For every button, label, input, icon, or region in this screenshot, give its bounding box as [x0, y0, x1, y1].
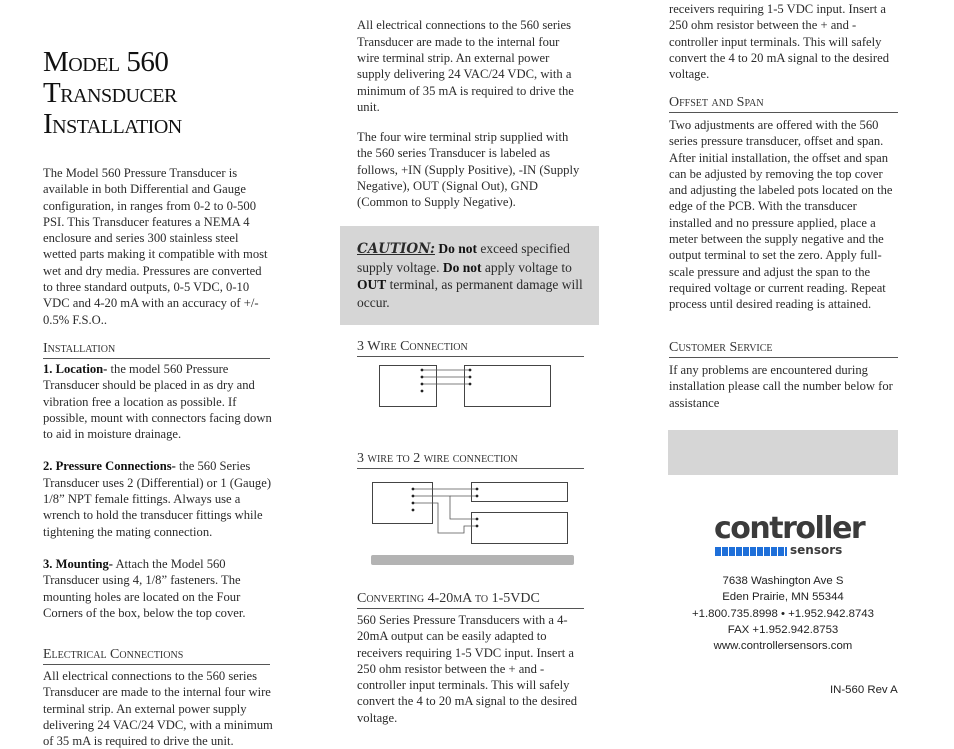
intro-paragraph: The Model 560 Pressure Transducer is available in both Differential and Gauge configuration, in ranges from 0-2 to 0-500 PSI. This Transducer features a NEMA 4 enclosure and series 300 stainless steel wetted parts making it compatible with most wet and dry media. Pressures are converted to three standard outputs, 0-5 VDC, 0-10 VDC and 4-20 mA with an accuracy of +/- 0.5% F.S.O..: [43, 166, 268, 327]
location-item: 1. Location- the model 560 Pressure Transducer should be placed in as dry and vibration free a location as possible. If possible, mount with connectors facing down to aid in moisture drainage.: [43, 362, 272, 442]
address-line1: 7638 Washington Ave S: [722, 575, 844, 587]
terminal-dot: [421, 369, 424, 372]
offset-span-paragraph: Two adjustments are offered with the 560 series pressure transducer, offset and span. After initial installation, the offset and span can be adjusted by removing the top cover and adjusting the labeled pots located on the edge of the PCB. With the transducer installed and no pressure applied, place a meter between the supply negative and the output terminal to set the zero. Apply full-scale pressure and adjust the span to the required voltage or current reading. Repeat process until desired reading is attained.: [669, 118, 893, 312]
fax-number: FAX +1.952.942.8753: [727, 623, 839, 636]
terminal-dot: [412, 488, 415, 491]
terminal-dot: [421, 390, 424, 393]
installation-heading: Installation: [43, 341, 270, 359]
phone-callout-box: [668, 430, 898, 475]
electrical-text-part1: All electrical connections to the 560 series Transducer are made to the internal four wire terminal strip. An external power supply delivering 24 VAC/24 VDC, with a minimum of 35 mA is required to drive the unit.: [43, 669, 273, 749]
terminal-dot: [421, 376, 424, 379]
terminal-dot: [476, 525, 479, 528]
terminal-dot: [469, 383, 472, 386]
terminal-dot: [469, 369, 472, 372]
logo-subtitle: sensors: [790, 543, 843, 557]
transducer-block: [380, 366, 437, 407]
offset-span-heading: Offset and Span: [669, 95, 898, 113]
phone-numbers: +1.800.735.8998 • +1.952.942.8743: [692, 607, 874, 620]
converting-text-part2: receivers requiring 1-5 VDC input. Insert a 250 ohm resistor between the + and - controller input terminals. This will safely convert the 4 to 20 mA signal to the desired voltage.: [669, 2, 889, 82]
receiver-block: [465, 366, 551, 407]
contact-block: [668, 573, 898, 654]
customer-service-heading: Customer Service: [669, 340, 898, 358]
installation-section: [43, 361, 273, 621]
power-supply-block: [472, 483, 568, 502]
three-to-two-wire-heading: 3 wire to 2 wire connection: [357, 451, 584, 469]
terminal-dot: [412, 502, 415, 505]
terminal-dot: [412, 495, 415, 498]
terminal-dot: [412, 509, 415, 512]
website: www.controllersensors.com: [713, 640, 853, 653]
converting-text-part1: 560 Series Pressure Transducers with a 4-20mA output can be easily adapted to receivers requiring 1-5 VDC input. Insert a 250 ohm resistor between the + and - controller input terminals. This will safely convert the 4 to 20 mA signal to the desired voltage.: [357, 613, 577, 725]
converting-heading: Converting 4-20mA to 1-5VDC: [357, 591, 584, 609]
mounting-item: 3. Mounting- Attach the Model 560 Transducer using 4, 1/8” fasteners. The mounting holes are located on the Four Corners of the box, below the top cover.: [43, 556, 246, 620]
three-wire-heading: 3 Wire Connection: [357, 339, 584, 357]
terminal-dot: [476, 495, 479, 498]
three-wire-diagram: [375, 360, 555, 412]
logo-blue-bar: [715, 547, 787, 556]
pressure-connections-item: 2. Pressure Connections- the 560 Series Transducer uses 2 (Differential) or 1 (Gauge) 1/8” NPT female fittings. Always use a wrench to hold the transducer fittings while tightening the mating connection.: [43, 459, 272, 539]
caution-box: [340, 226, 599, 325]
receiver-block: [472, 513, 568, 544]
electrical-heading: Electrical Connections: [43, 647, 270, 665]
terminal-dot: [476, 518, 479, 521]
electrical-text-part2: All electrical connections to the 560 series Transducer are made to the internal four wire terminal strip. An external power supply delivering 24 VAC/24 VDC, with a minimum of 35 mA is required to drive the unit.: [357, 18, 574, 114]
terminal-dot: [469, 376, 472, 379]
customer-service-paragraph: If any problems are encountered during installation please call the number below for assistance: [669, 363, 893, 410]
terminal-strip-paragraph: The four wire terminal strip supplied with the 560 series Transducer is labeled as follows, +IN (Supply Positive), -IN (Supply Negative), OUT (Signal Out), GND (Common to Supply Negative).: [357, 130, 580, 210]
revision-label: IN-560 Rev A: [830, 684, 898, 696]
controller-sensors-logo: [714, 511, 865, 560]
address-line2: Eden Prairie, MN 55344: [722, 591, 844, 604]
terminal-dot: [421, 383, 424, 386]
gray-divider-bar: [371, 555, 574, 565]
terminal-dot: [476, 488, 479, 491]
caution-text: CAUTION: Do not exceed specified supply voltage. Do not apply voltage to OUT terminal, as permanent damage will occur.: [357, 241, 583, 310]
page-title: Model 560 Transducer Installation: [43, 46, 182, 140]
logo-wordmark: controller: [714, 511, 865, 546]
